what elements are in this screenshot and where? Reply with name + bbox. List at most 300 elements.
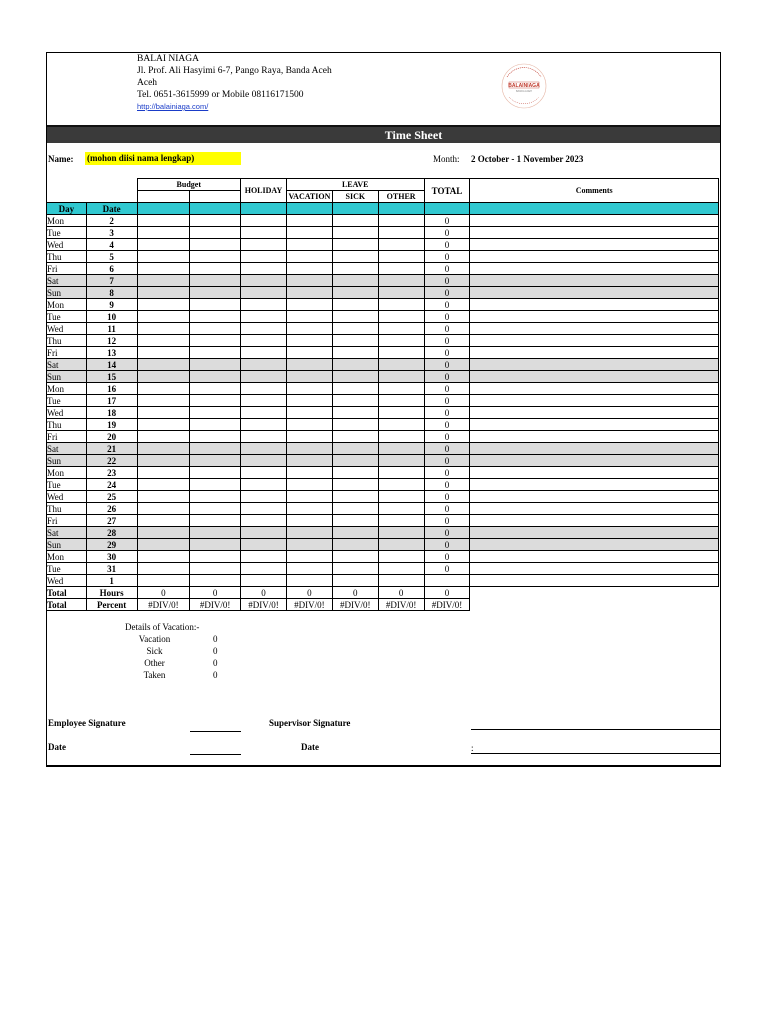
hours-cell[interactable] — [286, 575, 332, 587]
hours-cell[interactable] — [137, 359, 190, 371]
hours-cell[interactable] — [137, 275, 190, 287]
total-cell: 0 — [424, 347, 470, 359]
comment-cell[interactable] — [470, 287, 719, 299]
hours-cell[interactable] — [332, 551, 378, 563]
hours-cell[interactable] — [378, 323, 424, 335]
hours-cell[interactable] — [332, 275, 378, 287]
hours-cell[interactable] — [286, 551, 332, 563]
hours-cell[interactable] — [137, 251, 190, 263]
hours-cell[interactable] — [378, 527, 424, 539]
hours-cell[interactable] — [286, 239, 332, 251]
comment-cell[interactable] — [470, 527, 719, 539]
hours-cell[interactable] — [378, 239, 424, 251]
hours-cell[interactable] — [241, 287, 287, 299]
hours-cell[interactable] — [190, 215, 241, 227]
comment-cell[interactable] — [470, 431, 719, 443]
hours-cell[interactable] — [137, 563, 190, 575]
comment-cell[interactable] — [470, 503, 719, 515]
total-percent-row — [47, 599, 719, 611]
supervisor-signature-label: Supervisor Signature — [269, 718, 351, 728]
total-cell: 0 — [424, 467, 470, 479]
hours-cell[interactable] — [286, 563, 332, 575]
hours-cell[interactable] — [286, 359, 332, 371]
hours-cell[interactable] — [241, 251, 287, 263]
table-row — [47, 431, 719, 443]
hours-cell[interactable] — [378, 383, 424, 395]
hours-cell[interactable] — [190, 227, 241, 239]
hours-cell[interactable] — [332, 407, 378, 419]
date-cell: 8 — [86, 287, 137, 299]
vacation-detail-value: 0 — [213, 634, 218, 644]
total-cell: 0 — [424, 419, 470, 431]
hours-cell[interactable] — [378, 227, 424, 239]
hours-cell[interactable] — [190, 335, 241, 347]
hours-cell[interactable] — [286, 467, 332, 479]
hours-cell[interactable] — [332, 227, 378, 239]
header-total: TOTAL — [424, 179, 470, 203]
hours-cell[interactable] — [241, 311, 287, 323]
hours-cell[interactable] — [332, 455, 378, 467]
table-row — [47, 539, 719, 551]
hours-cell[interactable] — [190, 455, 241, 467]
hours-cell[interactable] — [241, 539, 287, 551]
hours-cell[interactable] — [332, 431, 378, 443]
hours-cell[interactable] — [190, 287, 241, 299]
hours-cell[interactable] — [241, 323, 287, 335]
hours-cell[interactable] — [286, 335, 332, 347]
hours-cell[interactable] — [286, 407, 332, 419]
hours-cell[interactable] — [286, 275, 332, 287]
hours-cell[interactable] — [378, 371, 424, 383]
comment-cell[interactable] — [470, 323, 719, 335]
hours-cell[interactable] — [190, 263, 241, 275]
total-hours-row — [47, 587, 719, 599]
hours-cell[interactable] — [137, 539, 190, 551]
hours-cell[interactable] — [137, 383, 190, 395]
hours-cell[interactable] — [286, 311, 332, 323]
hours-cell[interactable] — [137, 227, 190, 239]
hours-cell[interactable] — [190, 551, 241, 563]
comment-cell[interactable] — [470, 443, 719, 455]
hours-cell[interactable] — [137, 287, 190, 299]
hours-cell[interactable] — [241, 467, 287, 479]
hours-cell[interactable] — [332, 347, 378, 359]
date-cell: 17 — [86, 395, 137, 407]
total-cell: 0 — [424, 359, 470, 371]
hours-cell[interactable] — [332, 287, 378, 299]
hours-cell[interactable] — [190, 539, 241, 551]
total-value: 0 — [332, 587, 378, 599]
hours-cell[interactable] — [378, 395, 424, 407]
hours-cell[interactable] — [286, 419, 332, 431]
vacation-details-heading: Details of Vacation:- — [125, 622, 200, 632]
date-cell: 20 — [86, 431, 137, 443]
table-row — [47, 455, 719, 467]
date-cell: 5 — [86, 251, 137, 263]
total-value: #DIV/0! — [190, 599, 241, 611]
table-row — [47, 383, 719, 395]
hours-cell[interactable] — [332, 215, 378, 227]
hours-cell[interactable] — [241, 515, 287, 527]
date-line-right[interactable] — [471, 753, 721, 754]
hours-cell[interactable] — [332, 539, 378, 551]
hours-cell[interactable] — [241, 239, 287, 251]
total-cell — [424, 575, 470, 587]
hours-cell[interactable] — [190, 563, 241, 575]
hours-cell[interactable] — [332, 527, 378, 539]
date-cell: 1 — [86, 575, 137, 587]
hours-cell[interactable] — [378, 335, 424, 347]
hours-cell[interactable] — [378, 575, 424, 587]
comment-cell[interactable] — [470, 551, 719, 563]
hours-cell[interactable] — [190, 251, 241, 263]
table-row — [47, 275, 719, 287]
hours-cell[interactable] — [286, 299, 332, 311]
hours-cell[interactable] — [190, 383, 241, 395]
hours-cell[interactable] — [137, 395, 190, 407]
hours-cell[interactable] — [241, 299, 287, 311]
day-cell: Sun — [47, 287, 87, 299]
hours-cell[interactable] — [286, 455, 332, 467]
hours-cell[interactable] — [241, 407, 287, 419]
comment-cell[interactable] — [470, 263, 719, 275]
hours-cell[interactable] — [286, 251, 332, 263]
comment-cell[interactable] — [470, 359, 719, 371]
name-field[interactable]: (mohon diisi nama lengkap) — [85, 152, 241, 165]
hours-cell[interactable] — [137, 239, 190, 251]
table-row — [47, 503, 719, 515]
hours-cell[interactable] — [378, 215, 424, 227]
hours-cell[interactable] — [378, 467, 424, 479]
hours-cell[interactable] — [137, 467, 190, 479]
hours-cell[interactable] — [137, 515, 190, 527]
hours-cell[interactable] — [190, 419, 241, 431]
hours-cell[interactable] — [378, 275, 424, 287]
hours-cell[interactable] — [332, 359, 378, 371]
date-cell: 7 — [86, 275, 137, 287]
hours-cell[interactable] — [378, 263, 424, 275]
total-cell: 0 — [424, 263, 470, 275]
hours-cell[interactable] — [378, 539, 424, 551]
table-row — [47, 575, 719, 587]
day-cell: Wed — [47, 323, 87, 335]
table-row — [47, 407, 719, 419]
hours-cell[interactable] — [241, 395, 287, 407]
total-cell: 0 — [424, 431, 470, 443]
svg-text:BALAINIAGA: BALAINIAGA — [508, 83, 540, 89]
comment-cell[interactable] — [470, 395, 719, 407]
comment-cell[interactable] — [470, 371, 719, 383]
employee-signature-line[interactable] — [190, 731, 241, 732]
hours-cell[interactable] — [241, 275, 287, 287]
table-row — [47, 371, 719, 383]
comment-cell[interactable] — [470, 251, 719, 263]
total-cell: 0 — [424, 455, 470, 467]
comment-cell[interactable] — [470, 467, 719, 479]
hours-cell[interactable] — [286, 503, 332, 515]
header-other: OTHER — [378, 191, 424, 203]
date-line-left[interactable] — [190, 754, 241, 755]
hours-cell[interactable] — [190, 299, 241, 311]
comment-cell[interactable] — [470, 311, 719, 323]
hours-cell[interactable] — [190, 371, 241, 383]
hours-cell[interactable] — [332, 443, 378, 455]
hours-cell[interactable] — [332, 263, 378, 275]
table-row — [47, 311, 719, 323]
comment-cell[interactable] — [470, 491, 719, 503]
hours-cell[interactable] — [286, 491, 332, 503]
hours-cell[interactable] — [286, 479, 332, 491]
hours-cell[interactable] — [241, 227, 287, 239]
hours-cell[interactable] — [332, 395, 378, 407]
hours-cell[interactable] — [378, 251, 424, 263]
comment-cell[interactable] — [470, 455, 719, 467]
table-row — [47, 347, 719, 359]
day-cell: Mon — [47, 467, 87, 479]
hours-cell[interactable] — [137, 551, 190, 563]
hours-cell[interactable] — [241, 371, 287, 383]
hours-cell[interactable] — [332, 515, 378, 527]
hours-cell[interactable] — [190, 359, 241, 371]
total-label: Total — [47, 599, 87, 611]
hours-cell[interactable] — [378, 419, 424, 431]
supervisor-signature-line[interactable] — [471, 729, 721, 730]
hours-cell[interactable] — [286, 431, 332, 443]
hours-cell[interactable] — [286, 263, 332, 275]
hours-cell[interactable] — [378, 431, 424, 443]
hours-cell[interactable] — [286, 515, 332, 527]
hours-cell[interactable] — [137, 263, 190, 275]
total-cell: 0 — [424, 551, 470, 563]
hours-cell[interactable] — [332, 563, 378, 575]
company-website-link[interactable]: http://balainiaga.com/ — [137, 102, 209, 111]
hours-cell[interactable] — [378, 563, 424, 575]
hours-cell[interactable] — [190, 323, 241, 335]
hours-cell[interactable] — [286, 323, 332, 335]
hours-cell[interactable] — [286, 443, 332, 455]
hours-cell[interactable] — [378, 551, 424, 563]
hours-cell[interactable] — [190, 395, 241, 407]
hours-cell[interactable] — [190, 575, 241, 587]
comment-cell[interactable] — [470, 563, 719, 575]
comment-cell[interactable] — [470, 335, 719, 347]
hours-cell[interactable] — [286, 371, 332, 383]
month-value: 2 October - 1 November 2023 — [471, 154, 584, 164]
hours-cell[interactable] — [332, 479, 378, 491]
total-value: #DIV/0! — [241, 599, 287, 611]
table-row — [47, 323, 719, 335]
vacation-detail-label: Vacation — [138, 634, 171, 644]
comment-cell[interactable] — [470, 299, 719, 311]
hours-cell[interactable] — [241, 359, 287, 371]
hours-cell[interactable] — [137, 371, 190, 383]
hours-cell[interactable] — [190, 431, 241, 443]
hours-cell[interactable] — [137, 419, 190, 431]
date-cell: 16 — [86, 383, 137, 395]
header-vacation: VACATION — [286, 191, 332, 203]
hours-cell[interactable] — [378, 491, 424, 503]
table-row — [47, 551, 719, 563]
total-cell: 0 — [424, 407, 470, 419]
hours-cell[interactable] — [332, 251, 378, 263]
day-cell: Wed — [47, 491, 87, 503]
hours-cell[interactable] — [286, 227, 332, 239]
vacation-detail-label: Other — [144, 658, 165, 668]
table-row — [47, 515, 719, 527]
hours-cell[interactable] — [241, 491, 287, 503]
day-cell: Fri — [47, 347, 87, 359]
hours-cell[interactable] — [241, 347, 287, 359]
date-label-right: Date — [301, 742, 319, 752]
hours-cell[interactable] — [378, 407, 424, 419]
hours-cell[interactable] — [378, 443, 424, 455]
hours-cell[interactable] — [137, 443, 190, 455]
name-label: Name: — [48, 154, 74, 164]
hours-cell[interactable] — [241, 215, 287, 227]
comment-cell[interactable] — [470, 575, 719, 587]
hours-cell[interactable] — [378, 359, 424, 371]
hours-cell[interactable] — [137, 455, 190, 467]
date-cell: 21 — [86, 443, 137, 455]
hours-cell[interactable] — [332, 491, 378, 503]
hours-cell[interactable] — [137, 299, 190, 311]
hours-cell[interactable] — [190, 479, 241, 491]
hours-cell[interactable] — [286, 527, 332, 539]
hours-cell[interactable] — [286, 215, 332, 227]
date-cell: 29 — [86, 539, 137, 551]
date-cell: 18 — [86, 407, 137, 419]
hours-cell[interactable] — [137, 215, 190, 227]
day-cell: Sat — [47, 275, 87, 287]
hours-cell[interactable] — [137, 479, 190, 491]
hours-cell[interactable] — [332, 467, 378, 479]
hours-cell[interactable] — [241, 575, 287, 587]
total-cell: 0 — [424, 275, 470, 287]
hours-cell[interactable] — [241, 479, 287, 491]
hours-cell[interactable] — [241, 263, 287, 275]
hours-cell[interactable] — [137, 323, 190, 335]
total-cell: 0 — [424, 479, 470, 491]
hours-cell[interactable] — [190, 407, 241, 419]
hours-cell[interactable] — [241, 335, 287, 347]
hours-cell[interactable] — [190, 347, 241, 359]
hours-cell[interactable] — [286, 287, 332, 299]
hours-cell[interactable] — [332, 419, 378, 431]
hours-cell[interactable] — [190, 443, 241, 455]
hours-cell[interactable] — [286, 395, 332, 407]
hours-cell[interactable] — [378, 455, 424, 467]
comment-cell[interactable] — [470, 419, 719, 431]
table-row — [47, 227, 719, 239]
comment-cell[interactable] — [470, 539, 719, 551]
date-cell: 25 — [86, 491, 137, 503]
hours-cell[interactable] — [190, 467, 241, 479]
vacation-detail-label: Sick — [146, 646, 163, 656]
hours-cell[interactable] — [190, 311, 241, 323]
day-cell: Fri — [47, 263, 87, 275]
hours-cell[interactable] — [190, 503, 241, 515]
comment-cell[interactable] — [470, 383, 719, 395]
hours-cell[interactable] — [332, 371, 378, 383]
hours-cell[interactable] — [137, 491, 190, 503]
hours-cell[interactable] — [241, 383, 287, 395]
hours-cell[interactable] — [241, 419, 287, 431]
hours-cell[interactable] — [137, 407, 190, 419]
table-row — [47, 287, 719, 299]
hours-cell[interactable] — [378, 311, 424, 323]
header-date: Date — [86, 203, 137, 215]
hours-cell[interactable] — [241, 455, 287, 467]
comment-cell[interactable] — [470, 515, 719, 527]
hours-cell[interactable] — [190, 239, 241, 251]
hours-cell[interactable] — [378, 287, 424, 299]
hours-cell[interactable] — [332, 239, 378, 251]
comment-cell[interactable] — [470, 215, 719, 227]
total-cell: 0 — [424, 491, 470, 503]
hours-cell[interactable] — [137, 575, 190, 587]
day-cell: Wed — [47, 239, 87, 251]
header-comments: Comments — [470, 179, 719, 203]
hours-cell[interactable] — [286, 347, 332, 359]
hours-cell[interactable] — [241, 563, 287, 575]
hours-cell[interactable] — [241, 431, 287, 443]
hours-cell[interactable] — [378, 299, 424, 311]
comment-cell[interactable] — [470, 407, 719, 419]
hours-cell[interactable] — [286, 383, 332, 395]
hours-cell[interactable] — [137, 311, 190, 323]
hours-cell[interactable] — [332, 335, 378, 347]
day-cell: Sat — [47, 359, 87, 371]
day-cell: Wed — [47, 575, 87, 587]
hours-cell[interactable] — [332, 299, 378, 311]
employee-signature-label: Employee Signature — [48, 718, 126, 728]
comment-cell[interactable] — [470, 227, 719, 239]
hours-cell[interactable] — [190, 527, 241, 539]
hours-cell[interactable] — [137, 335, 190, 347]
hours-cell[interactable] — [378, 503, 424, 515]
hours-cell[interactable] — [378, 479, 424, 491]
hours-cell[interactable] — [137, 347, 190, 359]
hours-cell[interactable] — [137, 527, 190, 539]
hours-cell[interactable] — [137, 503, 190, 515]
comment-cell[interactable] — [470, 239, 719, 251]
hours-cell[interactable] — [241, 527, 287, 539]
comment-cell[interactable] — [470, 347, 719, 359]
hours-cell[interactable] — [137, 431, 190, 443]
hours-cell[interactable] — [332, 311, 378, 323]
date-cell: 22 — [86, 455, 137, 467]
hours-cell[interactable] — [190, 515, 241, 527]
hours-cell[interactable] — [332, 323, 378, 335]
hours-cell[interactable] — [378, 515, 424, 527]
hours-cell[interactable] — [332, 575, 378, 587]
hours-cell[interactable] — [241, 443, 287, 455]
hours-cell[interactable] — [190, 491, 241, 503]
comment-cell[interactable] — [470, 275, 719, 287]
hours-cell[interactable] — [190, 275, 241, 287]
hours-cell[interactable] — [241, 551, 287, 563]
hours-cell[interactable] — [332, 383, 378, 395]
svg-text:BANDA ACEH: BANDA ACEH — [516, 90, 532, 93]
comment-cell[interactable] — [470, 479, 719, 491]
hours-cell[interactable] — [332, 503, 378, 515]
hours-cell[interactable] — [286, 539, 332, 551]
table-row — [47, 251, 719, 263]
day-cell: Sun — [47, 371, 87, 383]
hours-cell[interactable] — [378, 347, 424, 359]
date-cell: 24 — [86, 479, 137, 491]
hours-cell[interactable] — [241, 503, 287, 515]
